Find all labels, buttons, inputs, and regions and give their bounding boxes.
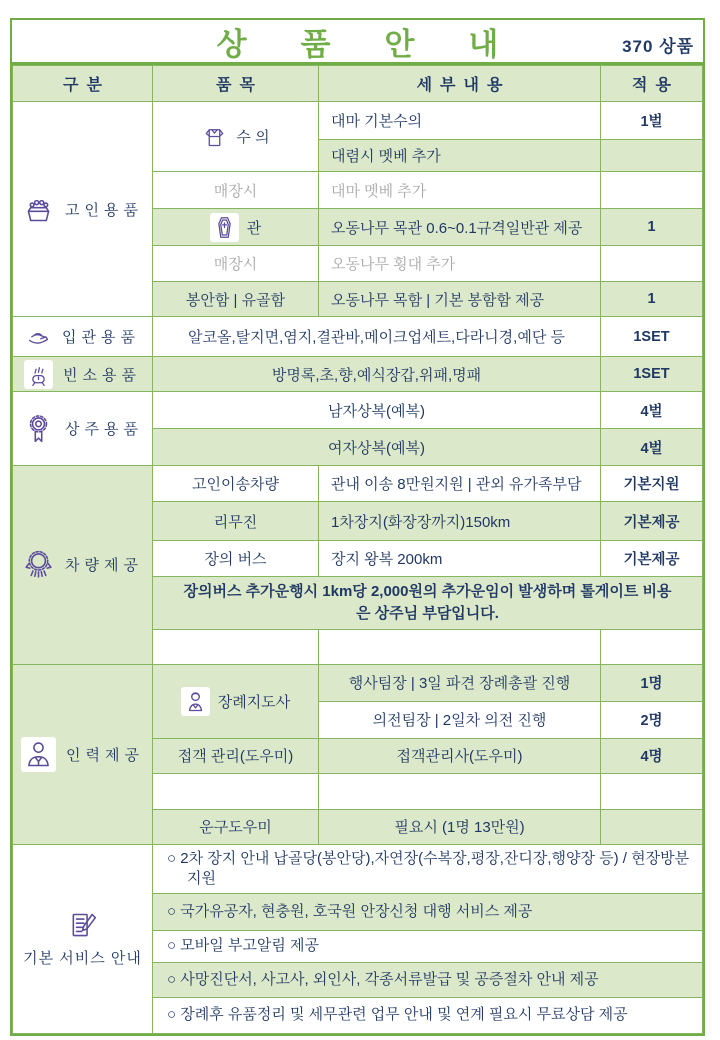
casket-icon: [22, 193, 55, 226]
apply-cell: 1SET: [601, 357, 703, 392]
staff-person-icon: [21, 737, 56, 772]
item-cell-funeral-director: [153, 664, 319, 738]
category-cell-vehicle-service: [13, 466, 153, 665]
detail-cell: 대렴시 멧베 추가: [319, 140, 601, 172]
apply-cell-empty: [601, 172, 703, 209]
coffin-icon: [210, 213, 239, 242]
category-label: 고인용품: [65, 201, 143, 219]
category-cell-encoffining-items: [13, 317, 153, 357]
apply-cell-empty: [601, 629, 703, 664]
product-guide-sheet: [10, 18, 705, 1036]
ribbon-rosette-icon: [22, 412, 55, 445]
item-cell-coffin: [153, 209, 319, 246]
apply-cell: 1명: [601, 664, 703, 701]
memo-pen-icon: [66, 909, 99, 942]
column-header-detail: 세부내용: [319, 66, 601, 102]
category-label: 입관용품: [62, 329, 140, 346]
detail-cell: 필요시 (1명 13만원): [319, 809, 601, 844]
product-table: [12, 65, 703, 1034]
apply-cell-empty: [601, 246, 703, 282]
detail-cell: 오동나무 목관 0.6~0.1규격일반관 제공: [319, 209, 601, 246]
funeral-wreath-icon: [22, 548, 55, 581]
category-label: 상주용품: [65, 421, 143, 438]
detail-cell: 오동나무 횡대 추가: [319, 246, 601, 282]
item-cell-guest-care: 접객 관리(도우미): [153, 738, 319, 773]
category-cell-deceased-items: [13, 102, 153, 317]
apply-cell: 기본제공: [601, 502, 703, 541]
detail-cell: 대마 기본수의: [319, 102, 601, 140]
item-cell-funeral-bus: 장의 버스: [153, 541, 319, 577]
page-title: 상품안내: [216, 26, 553, 62]
detail-cell: 1차장지(화장장까지)150km: [319, 502, 601, 541]
service-item: ○ 장례후 유품정리 및 세무관련 업무 안내 및 연계 필요시 무료상담 제공: [153, 998, 703, 1034]
incense-burner-icon: [24, 360, 53, 389]
apply-cell: 4명: [601, 738, 703, 773]
item-cell-empty: [153, 629, 319, 664]
item-cell-transfer-vehicle: 고인이송차량: [153, 466, 319, 502]
apply-cell: 2명: [601, 701, 703, 738]
hands-icon: [25, 323, 52, 350]
detail-cell: 오동나무 목함 | 기본 봉함함 제공: [319, 282, 601, 317]
category-label: 기본 서비스 안내: [23, 950, 142, 968]
category-label: 인력제공: [66, 746, 144, 764]
category-cell-basic-services: [13, 844, 153, 1034]
column-header-category: 구분: [13, 66, 153, 102]
service-item: ○ 사망진단서, 사고사, 외인사, 각종서류발급 및 공증절차 안내 제공: [153, 963, 703, 998]
service-item: ○ 모바일 부고알림 제공: [153, 931, 703, 963]
category-cell-staff-service: [13, 664, 153, 844]
detail-cell: 관내 이송 8만원지원 | 관외 유가족부담: [319, 466, 601, 502]
apply-cell: 1: [601, 282, 703, 317]
apply-cell: 1: [601, 209, 703, 246]
apply-cell-empty: [601, 809, 703, 844]
product-count-badge: 370 상품: [622, 37, 694, 56]
detail-cell: 장지 왕복 200km: [319, 541, 601, 577]
item-label: 수 의: [236, 129, 270, 146]
column-header-item: 품목: [153, 66, 319, 102]
item-label: 장례지도사: [217, 693, 291, 711]
category-label: 차량제공: [65, 557, 143, 575]
detail-cell: 행사팀장 | 3일 파견 장례총괄 진행: [319, 664, 601, 701]
funeral-director-icon: [181, 687, 210, 716]
detail-cell-empty: [319, 773, 601, 809]
detail-cell-empty: [319, 629, 601, 664]
detail-cell: 여자상복(예복): [153, 429, 601, 466]
detail-cell: 알코올,탈지면,염지,결관바,메이크업세트,다라니경,예단 등: [153, 317, 601, 357]
category-label: 빈소용품: [63, 366, 141, 384]
detail-cell: 남자상복(예복): [153, 392, 601, 429]
detail-cell: 방명록,초,향,예식장갑,위패,명패: [153, 357, 601, 392]
column-header-apply: 적용: [601, 66, 703, 102]
item-cell-burial-case: 매장시: [153, 172, 319, 209]
apply-cell: 1벌: [601, 102, 703, 140]
item-cell-burial-case: 매장시: [153, 246, 319, 282]
apply-cell: 4벌: [601, 429, 703, 466]
item-label: 관: [246, 219, 262, 237]
detail-cell: 접객관리사(도우미): [319, 738, 601, 773]
apply-cell-empty: [601, 773, 703, 809]
service-item: ○ 2차 장지 안내 납골당(봉안당),자연장(수복장,평장,잔디장,행양장 등) / 현장방분 지원: [153, 844, 703, 894]
title-bar: [12, 20, 703, 65]
item-cell-pallbearer-helper: 운구도우미: [153, 809, 319, 844]
item-cell-empty: [153, 773, 319, 809]
shroud-icon: [201, 123, 228, 150]
apply-cell-empty: [601, 140, 703, 172]
bus-surcharge-note: 장의버스 추가운행시 1km당 2,000원의 추가운임이 발생하며 톨게이트 비용은 상주님 부담입니다.: [153, 577, 703, 630]
service-item: ○ 국가유공자, 현충원, 호국원 안장신청 대행 서비스 제공: [153, 894, 703, 931]
apply-cell: 기본제공: [601, 541, 703, 577]
detail-cell: 의전팀장 | 2일차 의전 진행: [319, 701, 601, 738]
apply-cell: 기본지원: [601, 466, 703, 502]
item-cell-urn: 봉안함 | 유골함: [153, 282, 319, 317]
apply-cell: 4벌: [601, 392, 703, 429]
category-cell-mortuary-items: [13, 357, 153, 392]
item-cell-shroud: [153, 102, 319, 172]
detail-cell: 대마 멧베 추가: [319, 172, 601, 209]
category-cell-mourner-items: [13, 392, 153, 466]
apply-cell: 1SET: [601, 317, 703, 357]
item-cell-limousine: 리무진: [153, 502, 319, 541]
